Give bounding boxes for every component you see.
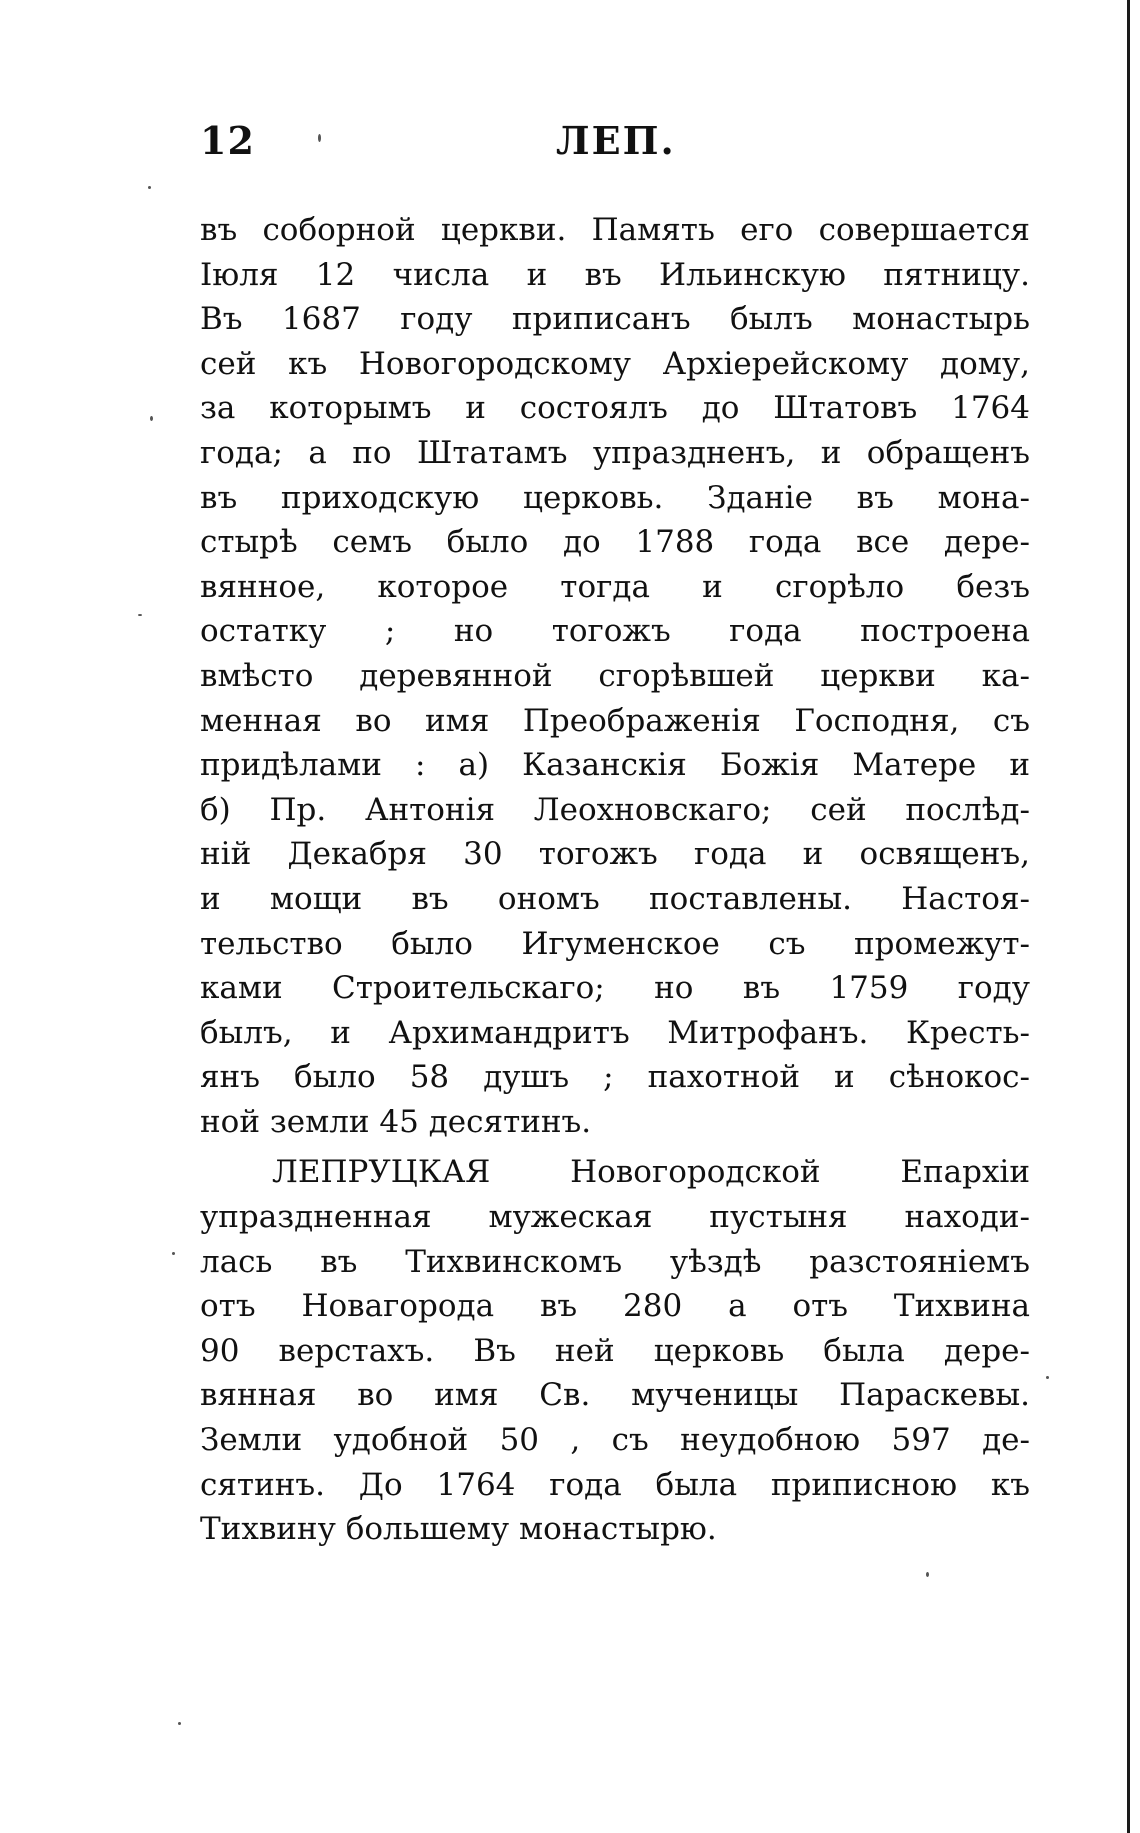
text-line: лась въ Тихвинскомъ уѣздѣ разстояніемъ (200, 1243, 1030, 1280)
text-line: остатку ; но тогожъ года построена (200, 613, 1030, 650)
text-line: Іюля 12 числа и въ Ильинскую пятницу. (200, 256, 1030, 293)
scan-speck (172, 1252, 175, 1255)
text-line: Тихвину большему монастырю. (200, 1511, 717, 1548)
text-line: въ приходскую церковь. Зданіе въ мона- (200, 479, 1030, 516)
scan-speck (1046, 1376, 1049, 1379)
scan-speck (138, 614, 142, 616)
text-line: отъ Новагорода въ 280 а отъ Тихвина (200, 1288, 1030, 1325)
text-line: б) Пр. Антонія Леохновскаго; сей послѣд- (200, 791, 1030, 828)
text-line: былъ, и Архимандритъ Митрофанъ. Кресть- (200, 1014, 1030, 1051)
text-line: менная во имя Преображенія Господня, съ (200, 702, 1030, 739)
body-text (200, 208, 1030, 1552)
text-line: за которымъ и состоялъ до Штатовъ 1764 (200, 390, 1030, 427)
text-line: ками Строительскаго; но въ 1759 году (200, 970, 1030, 1007)
scan-speck (926, 1572, 929, 1577)
text-line: вянное, которое тогда и сгорѣло безъ (200, 568, 1030, 605)
text-line: сей къ Новогородскому Архіерейскому дому, (200, 345, 1030, 382)
text-line: упраздненная мужеская пустыня находи- (200, 1199, 1030, 1236)
text-line: 90 верстахъ. Въ ней церковь была дере- (200, 1332, 1030, 1369)
text-line: вянная во имя Св. мученицы Параскевы. (200, 1377, 1030, 1414)
text-line: ной земли 45 десятинъ. (200, 1103, 592, 1140)
page-number: 12 (200, 118, 255, 163)
text-line: сятинъ. До 1764 года была приписною къ (200, 1466, 1030, 1503)
page-edge-line (1127, 0, 1130, 1833)
text-line: тельство было Игуменское съ промежут- (200, 925, 1030, 962)
scan-speck (148, 186, 151, 189)
text-line: и мощи въ ономъ поставлены. Настоя- (200, 880, 1030, 917)
text-line: придѣлами : а) Казанскія Божія Матере и (200, 747, 1030, 784)
text-line: Въ 1687 году приписанъ былъ монастырь (200, 301, 1030, 338)
scan-speck (178, 1722, 181, 1725)
text-line: ЛЕПРУЦКАЯ Новогородской Епархіи (272, 1154, 1030, 1191)
paragraph-1 (200, 208, 1030, 1144)
running-head: ЛЕП. (556, 118, 676, 163)
text-line: Земли удобной 50 , съ неудобною 597 де- (200, 1422, 1030, 1459)
text-line: ній Декабря 30 тогожъ года и освященъ, (200, 836, 1030, 873)
page-header (200, 118, 1020, 168)
scan-speck (318, 134, 321, 142)
text-line: вмѣсто деревянной сгорѣвшей церкви ка- (200, 657, 1030, 694)
text-line: въ соборной церкви. Память его совершается (200, 212, 1030, 248)
paragraph-2 (200, 1150, 1030, 1551)
scan-speck (150, 416, 153, 421)
text-line: года; а по Штатамъ упраздненъ, и обращенъ (200, 434, 1030, 471)
text-line: стырѣ семъ было до 1788 года все дере- (200, 524, 1030, 561)
text-line: янъ было 58 душъ ; пахотной и сѣнокос- (200, 1059, 1030, 1096)
